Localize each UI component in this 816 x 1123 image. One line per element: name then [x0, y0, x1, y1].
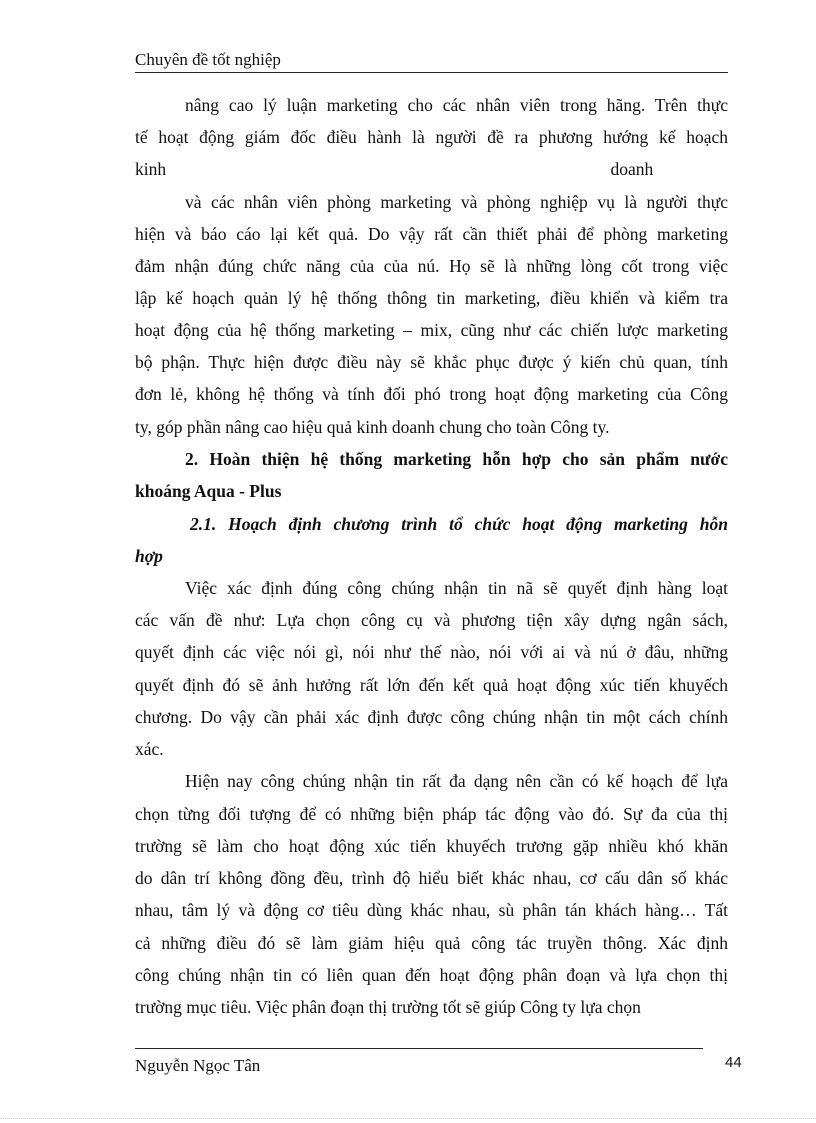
text-line: Việc xác định đúng công chúng nhận tin nã sẽ quyết định hàng loạt [185, 578, 728, 598]
header-title: Chuyên đề tốt nghiệp [135, 50, 281, 69]
text-line: các vấn đề như: Lựa chọn công cụ và phương tiện xây dựng ngân sách, [135, 610, 728, 630]
subsection-heading: hợp [135, 546, 163, 566]
text-line: đơn lẻ, không hệ thống và tính đối phó trong hoạt động marketing của Công [135, 384, 728, 404]
text-line: trường mục tiêu. Việc phân đoạn thị trường tốt sẽ giúp Công ty lựa chọn [135, 997, 641, 1017]
text-line: nâng cao lý luận marketing cho các nhân viên trong hãng. Trên thực [185, 95, 728, 115]
page-edge-divider [0, 1118, 816, 1119]
text-line: Hiện nay công chúng nhận tin rất đa dạng nên cần có kế hoạch để lựa [185, 771, 728, 791]
text-line: đảm nhận đúng chức năng của của nú. Họ sẽ là những lòng cốt trong việc [135, 256, 728, 276]
section-heading: khoáng Aqua - Plus [135, 481, 282, 501]
text-line: xác. [135, 739, 164, 759]
text-line: cả những điều đó sẽ làm giảm hiệu quả công tác truyền thông. Xác định [135, 933, 728, 953]
text-line: kinh doanh [135, 159, 654, 179]
text-line: chọn từng đối tượng để có những biện pháp tác động vào đó. Sự đa của thị [135, 804, 728, 824]
text-line: quyết định đó sẽ ảnh hưởng rất lớn đến kết quả hoạt động xúc tiến khuyếch [135, 675, 728, 695]
section-heading: 2. Hoàn thiện hệ thống marketing hỗn hợp cho sản phẩm nước [185, 449, 728, 469]
text-line: hoạt động của hệ thống marketing – mix, cũng như các chiến lược marketing [135, 320, 728, 340]
subsection-heading: 2.1. Hoạch định chương trình tổ chức hoạt động marketing hỗn [190, 514, 728, 534]
text-line: tế hoạt động giám đốc điều hành là người đề ra phương hướng kế hoạch [135, 127, 728, 147]
text-line: trường sẽ làm cho hoạt động xúc tiến khuyếch trương gặp nhiều khó khăn [135, 836, 728, 856]
page-number: 44 [725, 1054, 742, 1071]
text-line: chương. Do vậy cần phải xác định được công chúng nhận tin một cách chính [135, 707, 728, 727]
text-line: do dân trí không đồng đều, trình độ hiểu biết khác nhau, cơ cấu dân số khác [135, 868, 728, 888]
text-line: ty, góp phần nâng cao hiệu quả kinh doanh chung cho toàn Công ty. [135, 417, 610, 437]
page-header [135, 50, 728, 73]
text-line: hiện và báo cáo lại kết quả. Do vậy rất cần thiết phải để phòng marketing [135, 224, 728, 244]
text-line: lập kế hoạch quản lý hệ thống thông tin marketing, điều khiển và kiểm tra [135, 288, 728, 308]
footer-author: Nguyễn Ngọc Tân [135, 1056, 261, 1075]
text-line: và các nhân viên phòng marketing và phòng nghiệp vụ là người thực [185, 192, 728, 212]
text-line: công chúng nhận tin có liên quan đến hoạt động phân đoạn và lựa chọn thị [135, 965, 728, 985]
text-line: bộ phận. Thực hiện được điều này sẽ khắc phục được ý kiến chủ quan, tính [135, 352, 728, 372]
text-line: nhau, tâm lý và động cơ tiêu dùng khác nhau, sù phân tán khách hàng… Tất [135, 900, 728, 920]
text-line: quyết định các việc nói gì, nói như thế nào, nói với ai và nú ở đâu, những [135, 642, 728, 662]
footer-divider [135, 1048, 703, 1049]
